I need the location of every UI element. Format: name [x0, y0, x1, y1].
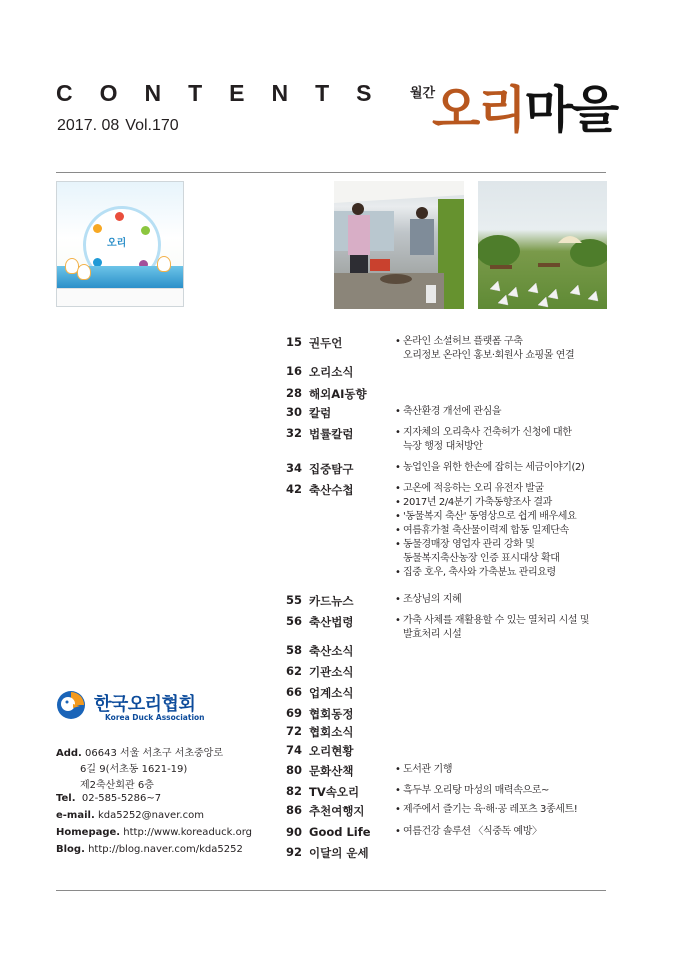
toc-page-number: 82	[285, 784, 302, 798]
cover-dot	[115, 212, 124, 221]
toc-article: • 가축 사체를 재활용할 수 있는 열처리 시설 및	[395, 614, 625, 628]
toc-page-number: 28	[285, 386, 302, 400]
toc-section-title: 협회소식	[309, 725, 354, 739]
toc-article-list	[395, 763, 625, 777]
cooking-booth-illustration	[334, 181, 464, 309]
toc-article-list	[395, 482, 625, 580]
toc-section-title: 업계소식	[309, 686, 354, 700]
toc-section-title: 축산소식	[309, 644, 354, 658]
issue-info	[57, 117, 179, 135]
toc-page-number: 72	[285, 724, 302, 738]
cover-dot	[93, 224, 102, 233]
toc-page-number: 69	[285, 706, 302, 720]
park-illustration	[478, 181, 607, 309]
address-line-1: 06643 서울 서초구 서초중앙로	[85, 748, 223, 759]
toc-article: • 여름건강 솔루션 〈식중독 예방〉	[395, 825, 625, 839]
toc-page-number: 42	[285, 482, 302, 496]
toc-article-list	[395, 335, 625, 363]
toc-page-number: 80	[285, 763, 302, 777]
toc-section-title: 카드뉴스	[309, 594, 354, 608]
homepage-label: Homepage.	[56, 827, 121, 838]
toc-page-number: 16	[285, 364, 302, 378]
photo-cooking-booth	[334, 181, 464, 309]
homepage-link[interactable]: http://www.koreaduck.org	[123, 827, 252, 838]
toc-page-number: 34	[285, 461, 302, 475]
toc-article-list	[395, 426, 625, 454]
address-line	[56, 744, 223, 759]
toc-section-title: 축산수첩	[309, 483, 354, 497]
toc-section-title: 해외AI동향	[309, 387, 367, 401]
toc-article: • 축산환경 개선에 관심을	[395, 405, 625, 419]
toc-article: • 도서관 기행	[395, 763, 625, 777]
association-name: 한국오리협회	[94, 694, 196, 715]
toc-article-list	[395, 405, 625, 419]
footer-divider	[56, 890, 606, 891]
toc-section-title: 칼럼	[309, 406, 332, 420]
toc-article: • 농업인을 위한 한손에 잡히는 세금이야기(2)	[395, 461, 625, 475]
toc-section-title: 축산법령	[309, 615, 354, 629]
homepage-line	[56, 827, 252, 838]
toc-page-number: 58	[285, 643, 302, 657]
toc-article: • '동물복지 축산' 동영상으로 쉽게 배우세요	[395, 510, 625, 524]
toc-article: 늑장 행정 대처방안	[403, 441, 483, 452]
cover-thumbnail	[56, 181, 184, 307]
tel-number: 02-585-5286~7	[81, 793, 162, 804]
toc-page-number: 90	[285, 825, 302, 839]
toc-article: • 지자체의 오리축사 건축허가 신청에 대한	[395, 426, 625, 440]
email-address[interactable]: kda5252@naver.com	[97, 810, 204, 821]
toc-section-title: 오리현황	[309, 744, 354, 758]
duck-icon	[77, 264, 91, 280]
tel-line	[56, 793, 161, 804]
toc-article-list	[395, 593, 625, 607]
photo-park-pinwheels	[478, 181, 607, 309]
email-line	[56, 810, 204, 821]
toc-page-number: 30	[285, 405, 302, 419]
toc-article: • 흑두부 오리탕 마성의 매력속으로~	[395, 784, 625, 798]
blog-line	[56, 844, 243, 855]
address-line-2: 6길 9(서초동 1621-19)	[80, 764, 188, 775]
toc-section-title: 오리소식	[309, 365, 354, 379]
toc-page-number: 55	[285, 593, 302, 607]
toc-article: 동물복지축산농장 인증 표시대상 확대	[403, 553, 560, 564]
toc-section-title: 문화산책	[309, 764, 354, 778]
toc-article: • 여름휴가철 축산물이력제 합동 일제단속	[395, 524, 625, 538]
toc-page-number: 66	[285, 685, 302, 699]
toc-article-list	[395, 825, 625, 839]
toc-article: 오리정보 온라인 홍보·회원사 쇼핑몰 연결	[403, 350, 575, 361]
association-name-english: Korea Duck Association	[105, 713, 205, 722]
issue-volume: Vol.170	[125, 117, 179, 134]
toc-article: • 조상님의 지혜	[395, 593, 625, 607]
cover-footer-strip	[57, 288, 183, 306]
toc-section-title: 협회동정	[309, 707, 354, 721]
toc-section-title: 권두언	[309, 336, 343, 350]
tel-label: Tel.	[56, 793, 76, 804]
toc-article: • 동물경매장 영업자 관리 강화 및	[395, 538, 625, 552]
toc-page-number: 74	[285, 743, 302, 757]
toc-page-number: 56	[285, 614, 302, 628]
toc-section-title: TV속오리	[309, 785, 360, 799]
cover-title: 오리	[107, 238, 127, 249]
toc-article: • 2017년 2/4분기 가축동향조사 결과	[395, 496, 625, 510]
toc-page-number: 86	[285, 803, 302, 817]
toc-article: • 제주에서 즐기는 육·해·공 레포츠 3종세트!	[395, 803, 625, 817]
duck-association-logo-icon	[56, 690, 86, 720]
address-line-3: 제2축산회관 6층	[80, 780, 154, 791]
magazine-logo-prefix: 월간	[410, 86, 436, 101]
toc-section-title: 기관소식	[309, 665, 354, 679]
toc-article-list	[395, 461, 625, 475]
toc-article-list	[395, 614, 625, 642]
address-label: Add.	[56, 748, 82, 759]
blog-label: Blog.	[56, 844, 85, 855]
toc-section-title: 이달의 운세	[309, 846, 369, 860]
issue-date: 2017. 08	[57, 117, 120, 134]
toc-page-number: 15	[285, 335, 302, 349]
contents-title: CONTENTS	[56, 80, 399, 106]
cover-dot	[141, 226, 150, 235]
toc-article: • 집중 호우, 축사와 가축분뇨 관리요령	[395, 566, 625, 580]
magazine-logo-accent: 오리	[432, 80, 525, 139]
email-label: e-mail.	[56, 810, 95, 821]
toc-article-list	[395, 784, 625, 798]
magazine-logo	[432, 70, 617, 142]
toc-section-title: 집중탐구	[309, 462, 354, 476]
toc-article: • 온라인 소셜허브 플랫폼 구축	[395, 335, 625, 349]
toc-page-number: 62	[285, 664, 302, 678]
toc-section-title: 법률칼럼	[309, 427, 354, 441]
magazine-logo-rest: 마을	[524, 80, 618, 139]
duck-icon	[157, 256, 171, 272]
toc-section-title: 추천여행지	[309, 804, 365, 818]
toc-article: • 고온에 적응하는 오리 유전자 발굴	[395, 482, 625, 496]
toc-page-number: 32	[285, 426, 302, 440]
toc-section-title: Good Life	[309, 825, 371, 839]
blog-link[interactable]: http://blog.naver.com/kda5252	[88, 844, 243, 855]
header-divider	[56, 172, 606, 173]
toc-article-list	[395, 803, 625, 817]
toc-article: 발효처리 시설	[403, 629, 462, 640]
toc-page-number: 92	[285, 845, 302, 859]
